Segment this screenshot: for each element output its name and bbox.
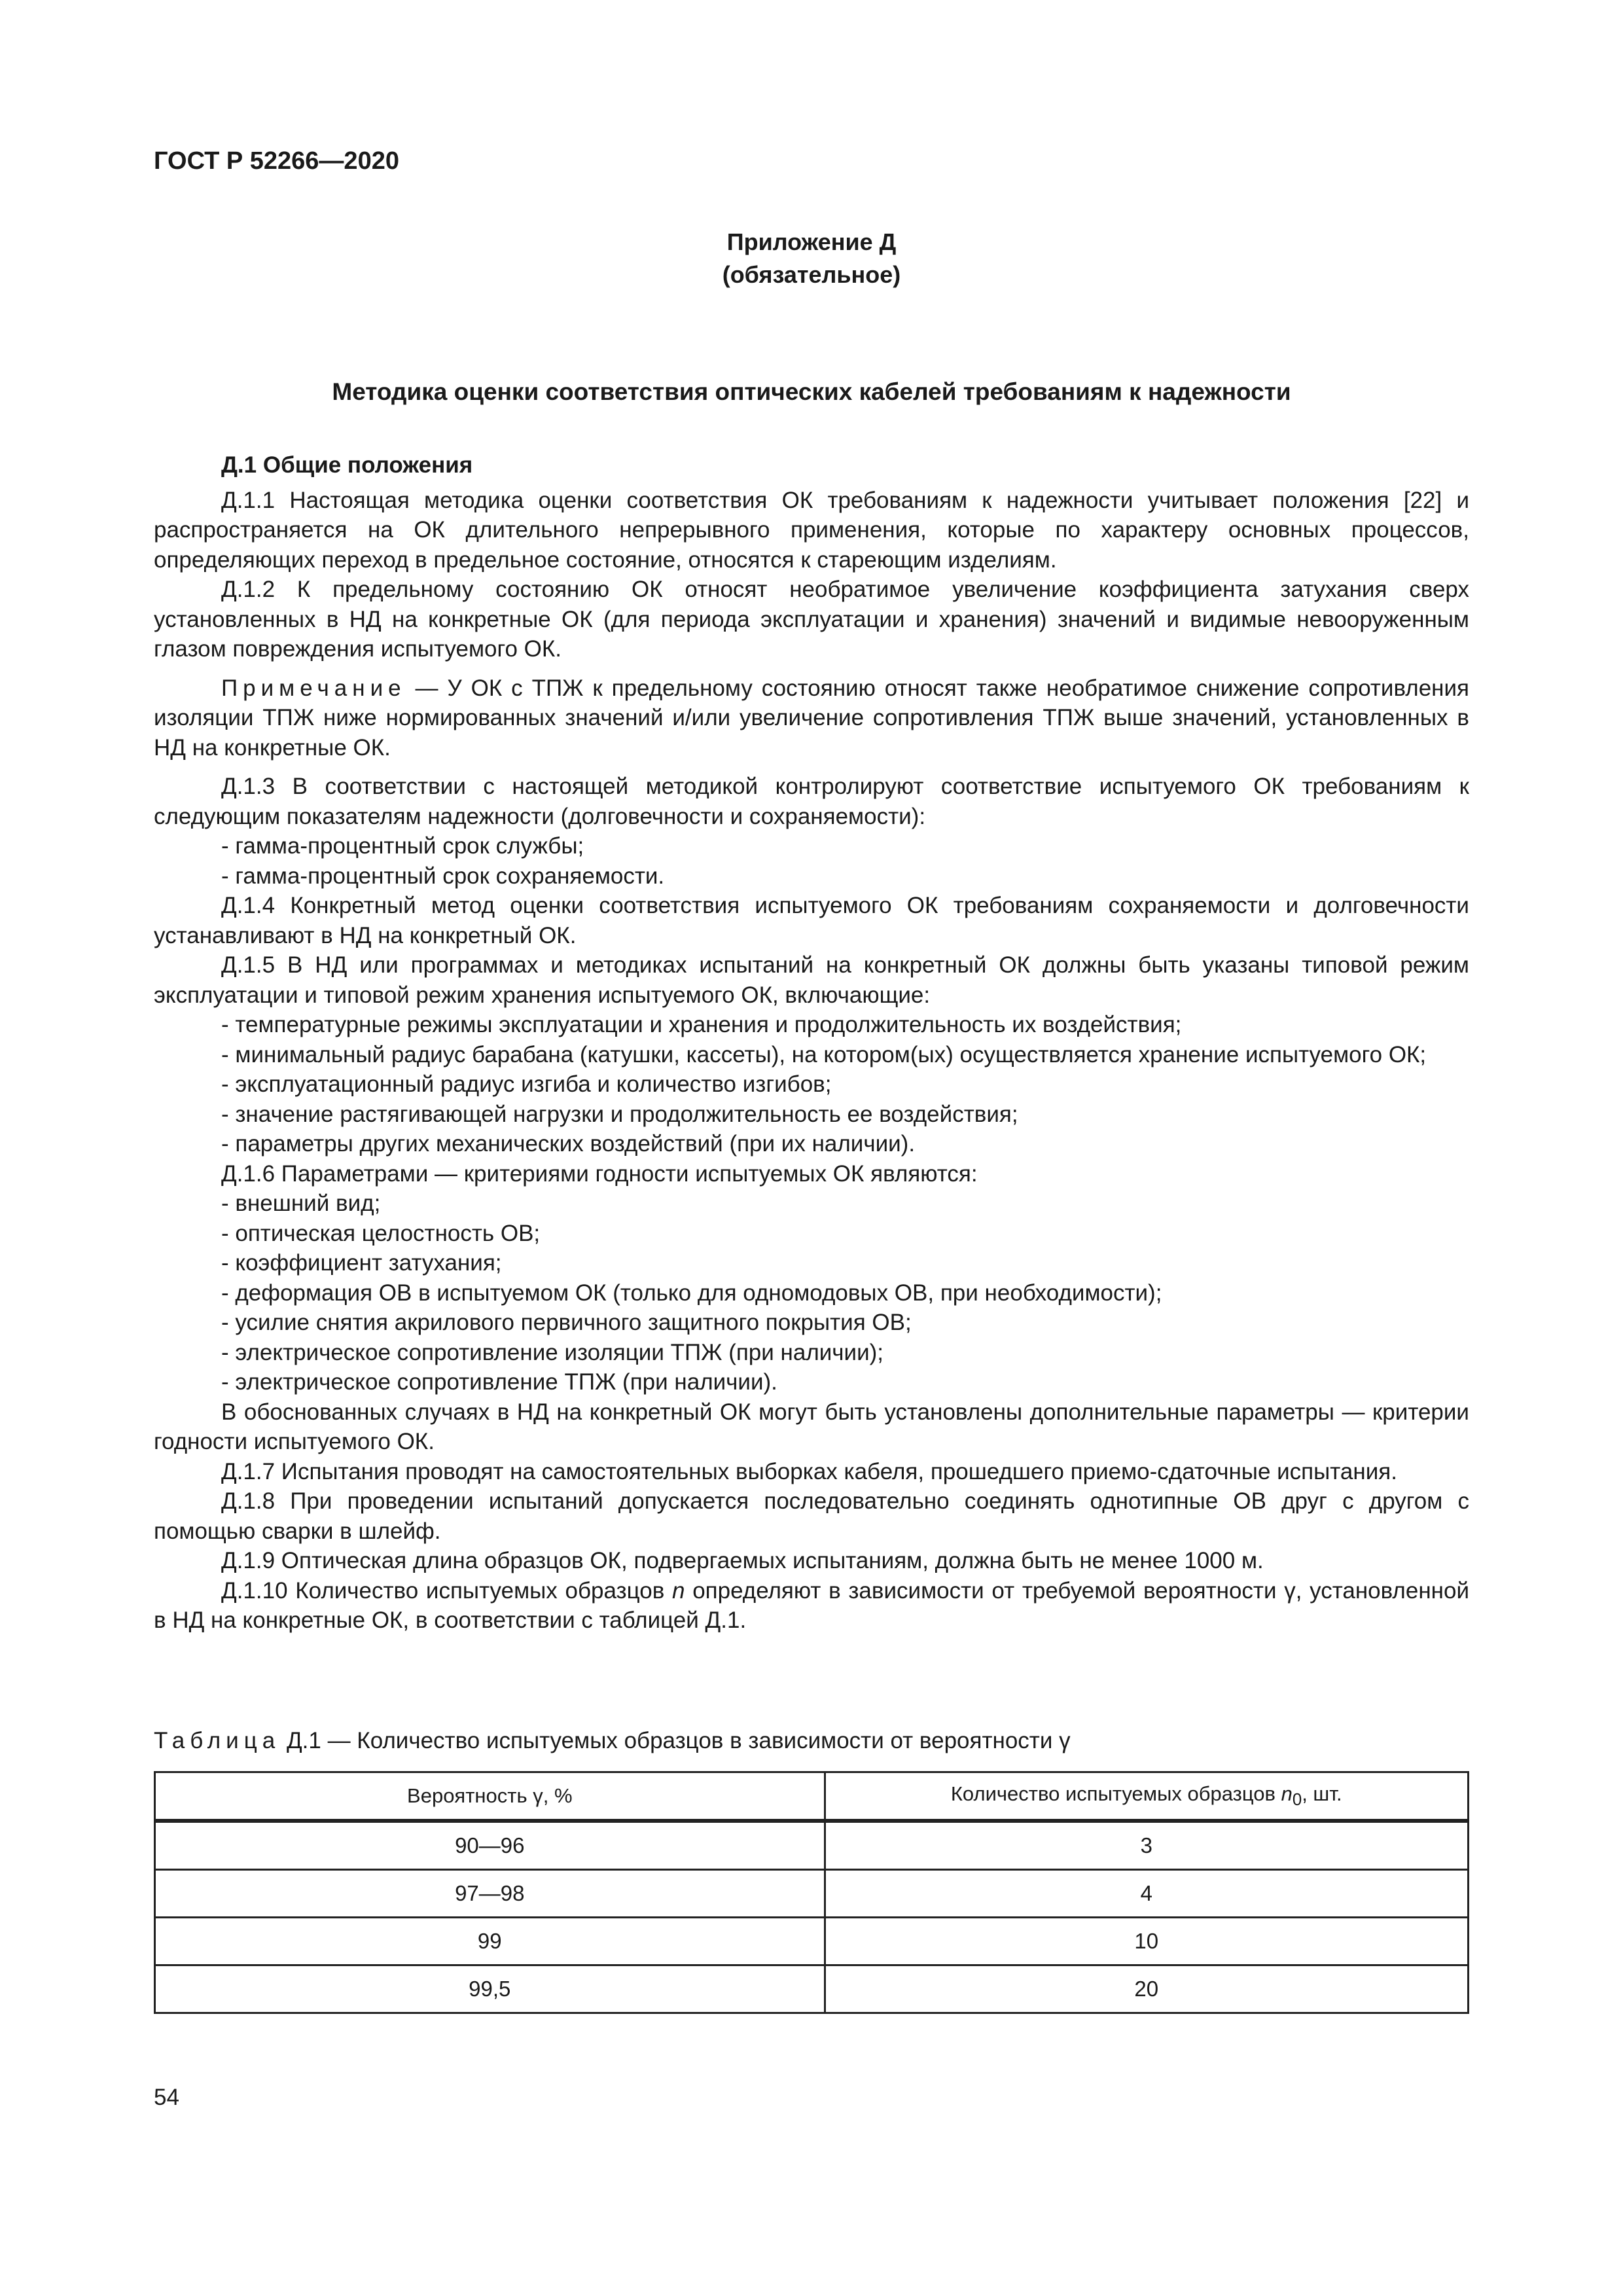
cell-probability: 97—98 xyxy=(155,1870,825,1918)
header-probability: Вероятность γ, % xyxy=(155,1772,825,1821)
list-item: - деформация ОВ в испытуемом ОК (только для одномодовых ОВ, при необходимости); xyxy=(221,1280,1162,1306)
cell-probability: 90—96 xyxy=(155,1821,825,1870)
section-heading: Д.1 Общие положения xyxy=(221,452,473,478)
cell-count: 3 xyxy=(825,1821,1468,1870)
paragraph-d-1-5: Д.1.5 В НД или программах и методиках испытаний на конкретный ОК должны быть указаны типовой режим эксплуатации и типовой режим хранения испытуемого ОК, включающие: xyxy=(154,952,1469,1008)
list-item: - усилие снятия акрилового первичного защитного покрытия ОВ; xyxy=(221,1310,912,1335)
paragraph-d-1-3: Д.1.3 В соответствии с настоящей методикой контролируют соответствие испытуемого ОК требованиям к следующим показателям надежности (долговечности и сохраняемости): xyxy=(154,774,1469,829)
document-title: Методика оценки соответствия оптических кабелей требованиям к надежности xyxy=(332,378,1291,405)
table-row xyxy=(155,1870,1469,1918)
table-caption-label: Таблица xyxy=(154,1728,281,1753)
paragraph-d-1-10 xyxy=(154,1576,1469,1636)
list-item: - температурные режимы эксплуатации и хранения и продолжительность их воздействия; xyxy=(221,1012,1182,1037)
variable-n0: n xyxy=(1281,1782,1293,1805)
appendix-title: Приложение Д xyxy=(726,228,897,255)
paragraph-d-1-1: Д.1.1 Настоящая методика оценки соответствия ОК требованиям к надежности учитывает положения [22] и распространяется на ОК длительного непрерывного применения, которые по характеру основных процессов, определяющих переход в предельное состояние, относятся к стареющим изделиям. xyxy=(154,487,1469,573)
paragraph-d-1-10-text-a: Д.1.10 Количество испытуемых образцов xyxy=(221,1577,673,1604)
table-caption-text: Д.1 — Количество испытуемых образцов в зависимости от вероятности γ xyxy=(280,1728,1071,1753)
list-item: - внешний вид; xyxy=(221,1191,381,1216)
table-row xyxy=(155,1918,1469,1965)
paragraph-d-1-9: Д.1.9 Оптическая длина образцов ОК, подвергаемых испытаниям, должна быть не менее 1000 м. xyxy=(221,1548,1264,1573)
paragraph-d-1-6: Д.1.6 Параметрами — критериями годности испытуемых ОК являются: xyxy=(221,1160,978,1187)
paragraph-d-1-7: Д.1.7 Испытания проводят на самостоятельных выборках кабеля, прошедшего приемо-сдаточные испытания. xyxy=(221,1458,1397,1484)
list-item: - параметры других механических воздействий (при их наличии). xyxy=(221,1131,916,1157)
cell-count: 10 xyxy=(825,1918,1468,1965)
list-item: - минимальный радиус барабана (катушки, кассеты), на котором(ых) осуществляется хранение испытуемого ОК; xyxy=(221,1041,1427,1067)
document-id: ГОСТ Р 52266—2020 xyxy=(154,147,399,175)
header-sample-count xyxy=(825,1772,1468,1821)
note-text: — У ОК с ТПЖ к предельному состоянию относят также необратимое снижение сопротивления изоляции ТПЖ ниже нормированных значений и/или увеличение сопротивления ТПЖ выше значений, установленных в НД на конкретные ОК. xyxy=(154,675,1469,761)
appendix-heading xyxy=(0,226,1623,291)
list-item: - электрическое сопротивление изоляции ТПЖ (при наличии); xyxy=(221,1339,884,1365)
list-item: - гамма-процентный срок службы; xyxy=(221,833,584,859)
cell-probability: 99,5 xyxy=(155,1965,825,2013)
page-number: 54 xyxy=(154,2085,179,2110)
list-item: - коэффициент затухания; xyxy=(221,1250,502,1276)
cell-count: 20 xyxy=(825,1965,1468,2013)
paragraph-d-1-8: Д.1.8 При проведении испытаний допускается последовательно соединять однотипные ОВ друг с другом с помощью сварки в шлейф. xyxy=(154,1488,1469,1544)
table-row xyxy=(155,1965,1469,2013)
cell-probability: 99 xyxy=(155,1918,825,1965)
document-body xyxy=(154,450,1469,1636)
list-item: - гамма-процентный срок сохраняемости. xyxy=(221,863,665,889)
paragraph-d-1-2: Д.1.2 К предельному состоянию ОК относят необратимое увеличение коэффициента затухания сверх установленных в НД на конкретные ОК (для периода эксплуатации и хранения) значений и видимые невооруженным глазом повреждения испытуемого ОК. xyxy=(154,577,1469,662)
samples-table xyxy=(154,1771,1469,2014)
subscript-zero: 0 xyxy=(1292,1791,1302,1810)
table-caption xyxy=(154,1728,1071,1754)
paragraph-d-1-4: Д.1.4 Конкретный метод оценки соответствия испытуемого ОК требованиям сохраняемости и долговечности устанавливают в НД на конкретный ОК. xyxy=(154,893,1469,948)
list-item: - значение растягивающей нагрузки и продолжительность ее воздействия; xyxy=(221,1101,1018,1127)
appendix-status: (обязательное) xyxy=(722,261,901,288)
paragraph-d-1-10-text-b: определяют в зависимости от требуемой вероятности γ, установленной в НД на конкретные ОК, в соответствии с таблицей Д.1. xyxy=(154,1577,1469,1633)
note xyxy=(154,673,1469,763)
list-item: - эксплуатационный радиус изгиба и количество изгибов; xyxy=(221,1071,832,1097)
list-item: - электрическое сопротивление ТПЖ (при наличии). xyxy=(221,1369,777,1395)
list-item: - оптическая целостность ОВ; xyxy=(221,1220,541,1246)
header-sample-count-unit: , шт. xyxy=(1302,1782,1342,1805)
paragraph-d-1-6-extra: В обоснованных случаях в НД на конкретный ОК могут быть установлены дополнительные параметры — критерии годности испытуемого ОК. xyxy=(154,1399,1469,1454)
header-sample-count-text: Количество испытуемых образцов xyxy=(950,1782,1281,1805)
table-header-row xyxy=(155,1772,1469,1821)
cell-count: 4 xyxy=(825,1870,1468,1918)
table-row xyxy=(155,1821,1469,1870)
variable-n: n xyxy=(672,1577,685,1604)
note-label: Примечание xyxy=(221,675,406,701)
